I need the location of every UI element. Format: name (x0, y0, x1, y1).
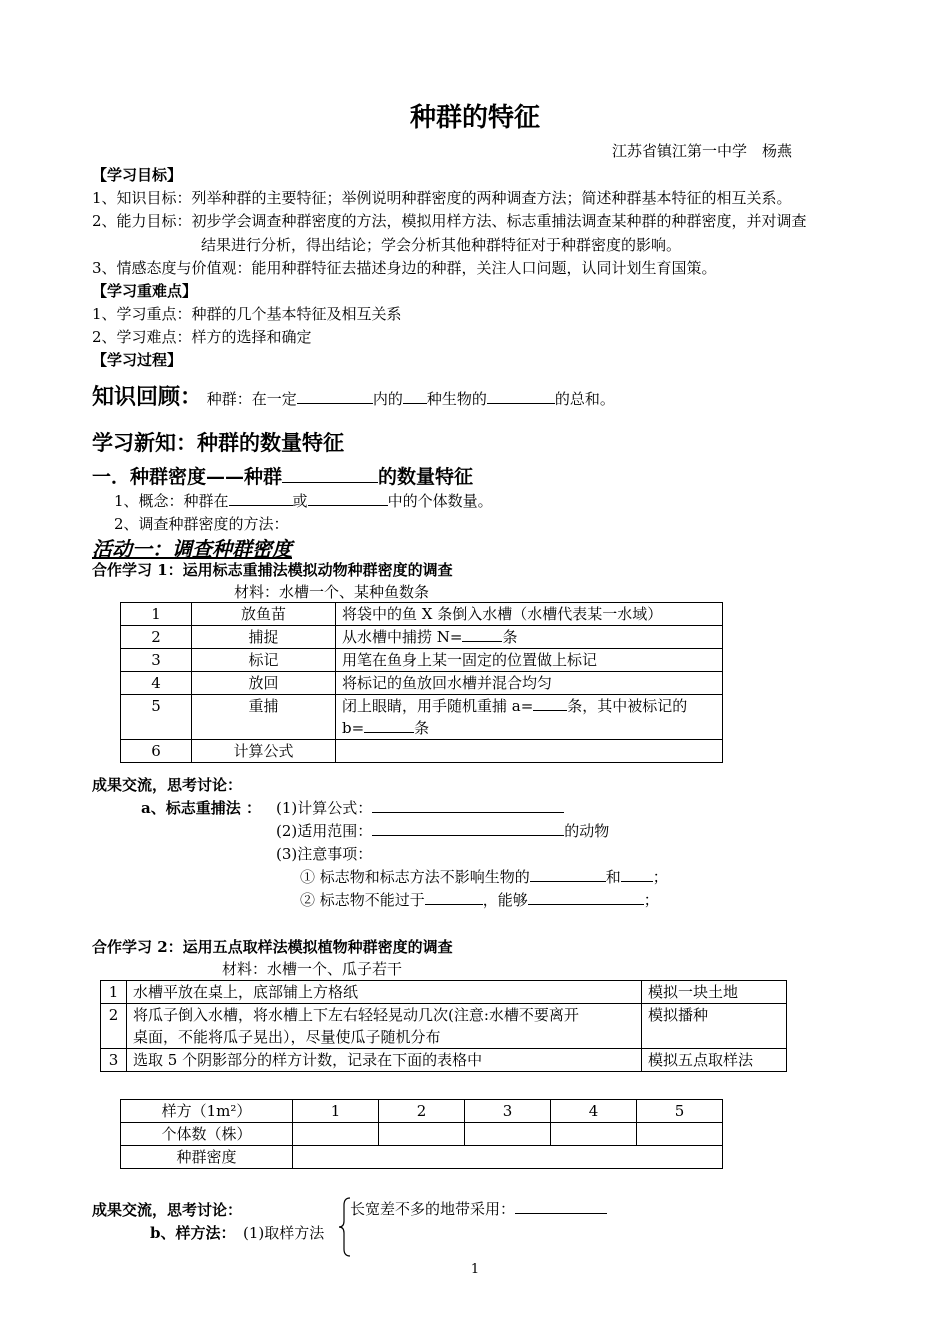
section-key: 【学习重难点】 (92, 282, 198, 300)
blank (403, 402, 427, 404)
blank (425, 903, 483, 905)
cell: 5 (121, 695, 192, 740)
review-t3: 种生物的 (426, 390, 487, 408)
section-goals: 【学习目标】 (92, 166, 183, 184)
coop1-title: 合作学习 1：运用标志重捕法模拟动物种群密度的调查 (92, 561, 453, 579)
table-row (121, 649, 723, 672)
blank (229, 504, 293, 506)
cell: 5 (637, 1100, 723, 1123)
table-row (101, 981, 787, 1004)
blank (308, 504, 388, 506)
discuss1-label: a、标志重捕法 ： (141, 799, 261, 817)
discuss1-f2 (276, 820, 609, 841)
table-row (101, 1049, 787, 1072)
page-number: 1 (470, 1262, 480, 1277)
cell: 样方（1m²） (121, 1100, 293, 1123)
cell: 3 (121, 649, 192, 672)
cell: 3 (101, 1049, 127, 1072)
table-row (121, 740, 723, 763)
discuss1-n1 (300, 866, 668, 887)
desc-a: 将瓜子倒入水槽，将水槽上下左右轻轻晃动几次(注意:水槽不要离开 (133, 1006, 579, 1024)
discuss2-label: b、样方法： (150, 1224, 236, 1242)
f2-label: (2)适用范围： (276, 822, 373, 840)
table-row (121, 1123, 723, 1146)
cell: 选取 5 个阴影部分的样方计数，记录在下面的表格中 (127, 1049, 642, 1072)
coop2-table (100, 980, 787, 1072)
cell (465, 1123, 551, 1146)
brace-line-1 (350, 1198, 607, 1219)
cell (293, 1123, 379, 1146)
goal-2b: 结果进行分析，得出结论；学会分析其他种群特征对于种群密度的影响。 (201, 236, 682, 254)
blank (372, 811, 564, 813)
new-heading: 学习新知：种群的数量特征 (92, 430, 344, 455)
blank (487, 402, 555, 404)
blank (282, 481, 378, 483)
cell (379, 1123, 465, 1146)
blank (462, 640, 502, 642)
discuss1-n2 (300, 889, 659, 910)
blank (297, 402, 373, 404)
cell (551, 1123, 637, 1146)
cell (637, 1123, 723, 1146)
density-heading-a: 一．种群密度——种群 (92, 466, 283, 488)
desc-a: 闭上眼睛，用手随机重捕 a= (342, 697, 534, 715)
n2b: ，能够 (482, 891, 528, 909)
cell (127, 1004, 642, 1049)
table-row (121, 1100, 723, 1123)
cell: 将标记的鱼放回水槽并混合均匀 (336, 672, 723, 695)
blank (528, 903, 644, 905)
cell: 计算公式 (192, 740, 336, 763)
review-line (92, 380, 615, 411)
cell: 2 (379, 1100, 465, 1123)
discuss2-heading: 成果交流，思考讨论： (92, 1201, 243, 1219)
density-concept (114, 490, 493, 511)
cell: 模拟五点取样法 (642, 1049, 787, 1072)
n2c: ； (643, 891, 659, 909)
cell: 用笔在鱼身上某一固定的位置做上标记 (336, 649, 723, 672)
cell (293, 1146, 723, 1169)
desc-b: 条 (502, 628, 518, 646)
blank (364, 731, 414, 733)
key-1: 1、学习重点：种群的几个基本特征及相互关系 (92, 305, 402, 323)
coop1-material: 材料：水槽一个、某种鱼数条 (234, 583, 430, 601)
table-row (121, 672, 723, 695)
density-heading (92, 462, 473, 489)
review-t2: 内的 (372, 390, 403, 408)
cell: 2 (121, 626, 192, 649)
cell: 种群密度 (121, 1146, 293, 1169)
page-title: 种群的特征 (409, 103, 540, 133)
n2a: ② 标志物不能过于 (300, 891, 425, 909)
table-row (121, 626, 723, 649)
cell: 1 (293, 1100, 379, 1123)
discuss1-f1 (276, 797, 564, 818)
table-row (121, 1146, 723, 1169)
review-t1: 种群：在一定 (206, 390, 297, 408)
cell: 放回 (192, 672, 336, 695)
blank (372, 834, 564, 836)
n1c: ； (652, 868, 668, 886)
concept-b: 或 (292, 492, 308, 510)
cell: 放鱼苗 (192, 603, 336, 626)
n1b: 和 (605, 868, 621, 886)
review-t4: 的总和。 (554, 390, 615, 408)
cell: 水槽平放在桌上，底部铺上方格纸 (127, 981, 642, 1004)
table-row (121, 695, 723, 740)
sample-table (120, 1099, 723, 1169)
density-method: 2、调查种群密度的方法： (114, 515, 289, 533)
cell: 1 (101, 981, 127, 1004)
f1-label: (1)计算公式： (276, 799, 373, 817)
desc-a: 从水槽中捕捞 N= (342, 628, 463, 646)
blank (621, 880, 653, 882)
desc-d: 条 (414, 719, 430, 737)
desc-b: 条，其中被标记的 (567, 697, 688, 715)
discuss2-m1: (1)取样方法 (243, 1224, 325, 1242)
activity-heading: 活动一：调查种群密度 (92, 537, 292, 561)
cell (336, 695, 723, 740)
author: 江苏省镇江第一中学 杨燕 (612, 142, 793, 160)
coop2-title: 合作学习 2：运用五点取样法模拟植物种群密度的调查 (92, 938, 453, 956)
n1a: ① 标志物和标志方法不影响生物的 (300, 868, 530, 886)
blank (515, 1212, 607, 1214)
cell: 4 (551, 1100, 637, 1123)
section-process: 【学习过程】 (92, 351, 183, 369)
cell: 标记 (192, 649, 336, 672)
cell: 个体数（株） (121, 1123, 293, 1146)
cell: 模拟播种 (642, 1004, 787, 1049)
review-heading: 知识回顾： (92, 384, 203, 410)
table-row (101, 1004, 787, 1049)
goal-3: 3、情感态度与价值观：能用种群特征去描述身边的种群，关注人口问题，认同计划生育国策。 (92, 259, 717, 277)
goal-1: 1、知识目标：列举种群的主要特征；举例说明种群密度的两种调查方法；简述种群基本特征的相互关系。 (92, 189, 792, 207)
cell: 模拟一块土地 (642, 981, 787, 1004)
density-heading-b: 的数量特征 (378, 466, 474, 488)
cell (336, 626, 723, 649)
cell: 1 (121, 603, 192, 626)
key-2: 2、学习难点：样方的选择和确定 (92, 328, 312, 346)
cell: 重捕 (192, 695, 336, 740)
concept-c: 中的个体数量。 (387, 492, 493, 510)
concept-a: 1、概念：种群在 (114, 492, 229, 510)
cell: 4 (121, 672, 192, 695)
cell: 2 (101, 1004, 127, 1049)
cell (336, 740, 723, 763)
coop2-material: 材料：水槽一个、瓜子若干 (222, 960, 403, 978)
blank (533, 709, 567, 711)
cell: 6 (121, 740, 192, 763)
brace1: 长宽差不多的地带采用： (350, 1200, 516, 1218)
discuss1-heading: 成果交流，思考讨论： (92, 776, 243, 794)
coop1-table (120, 602, 723, 763)
f2b-label: 的动物 (564, 822, 610, 840)
goal-2a: 2、能力目标：初步学会调查种群密度的方法，模拟用样方法、标志重捕法调查某种群的种群密度，并对调查 (92, 212, 807, 230)
blank (530, 880, 606, 882)
desc-c: b= (342, 719, 365, 737)
cell: 将袋中的鱼 X 条倒入水槽（水槽代表某一水域） (336, 603, 723, 626)
table-row (121, 603, 723, 626)
cell: 3 (465, 1100, 551, 1123)
discuss1-f3: (3)注意事项： (276, 845, 373, 863)
cell: 捕捉 (192, 626, 336, 649)
desc-b: 桌面，不能将瓜子晃出），尽量使瓜子随机分布 (133, 1028, 441, 1046)
